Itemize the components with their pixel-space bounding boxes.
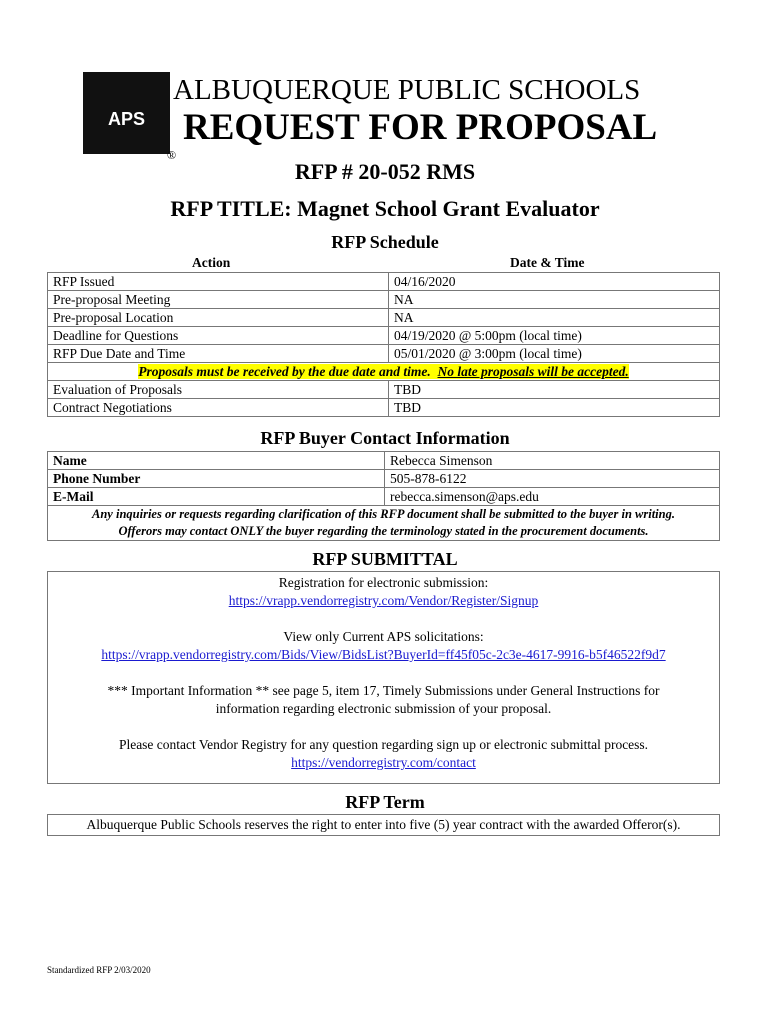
term-text: Albuquerque Public Schools reserves the right to enter into five (5) year contract with the awarded Offeror(s). — [47, 814, 720, 836]
table-row: Contract Negotiations TBD — [48, 399, 720, 417]
contact-table — [47, 451, 720, 541]
table-row: RFP Due Date and Time 05/01/2020 @ 3:00pm (local time) — [48, 345, 720, 363]
table-row: Evaluation of Proposals TBD — [48, 381, 720, 399]
rfp-number: RFP # 20-052 RMS — [294, 159, 476, 184]
schedule-table — [47, 272, 720, 417]
solicitations-link[interactable]: https://vrapp.vendorregistry.com/Bids/View/BidsList?BuyerId=ff45f05c-2c3e-4617-9916-b5f46522f9d7 — [101, 647, 666, 662]
aps-logo: APS — [83, 72, 170, 154]
table-row: Deadline for Questions 04/19/2020 @ 5:00pm (local time) — [48, 327, 720, 345]
schedule-heading: RFP Schedule — [331, 232, 439, 252]
footer: Standardized RFP 2/03/2020 — [47, 965, 151, 975]
org-name: ALBUQUERQUE PUBLIC SCHOOLS — [173, 74, 641, 106]
table-row: RFP Issued 04/16/2020 — [48, 273, 720, 291]
vendor-contact-link[interactable]: https://vendorregistry.com/contact — [291, 755, 476, 770]
registered-mark: ® — [167, 148, 177, 162]
contact-note: Any inquiries or requests regarding clarification of this RFP document shall be submitted to the buyer in writing. Offerors may contact ONLY the buyer regarding the terminology stated in the procurement documents. — [48, 506, 720, 541]
submittal-box: Registration for electronic submission: https://vrapp.vendorregistry.com/Vendor/Register/Signup View only Current APS solicitations: https://vrapp.vendorregistry.com/Bids/View/BidsList?BuyerId=ff45f05c-2c3e-4617-9916-b5f46522f9d7 *** Important Information ** see page 5, item 17, Timely Submissions under General Instructions for information regarding electronic submission of your proposal. Please contact Vendor Registry for any question regarding sign up or electronic submittal process. https://vendorregistry.com/contact — [47, 571, 720, 784]
table-row: Pre-proposal Meeting NA — [48, 291, 720, 309]
term-heading: RFP Term — [345, 792, 425, 812]
rfp-title: RFP TITLE: Magnet School Grant Evaluator — [170, 196, 600, 221]
col-action: Action — [192, 255, 231, 270]
doc-type: REQUEST FOR PROPOSAL — [183, 107, 658, 148]
contact-heading: RFP Buyer Contact Information — [260, 428, 510, 448]
table-row: Phone Number 505-878-6122 — [48, 470, 720, 488]
table-row: E-Mail rebecca.simenson@aps.edu — [48, 488, 720, 506]
deadline-banner: Proposals must be received by the due date and time. No late proposals will be accepted. — [48, 363, 720, 381]
table-row: Pre-proposal Location NA — [48, 309, 720, 327]
col-date: Date & Time — [510, 255, 585, 270]
submittal-heading: RFP SUBMITTAL — [312, 549, 458, 569]
table-row: Name Rebecca Simenson — [48, 452, 720, 470]
registration-link[interactable]: https://vrapp.vendorregistry.com/Vendor/Register/Signup — [228, 593, 539, 608]
